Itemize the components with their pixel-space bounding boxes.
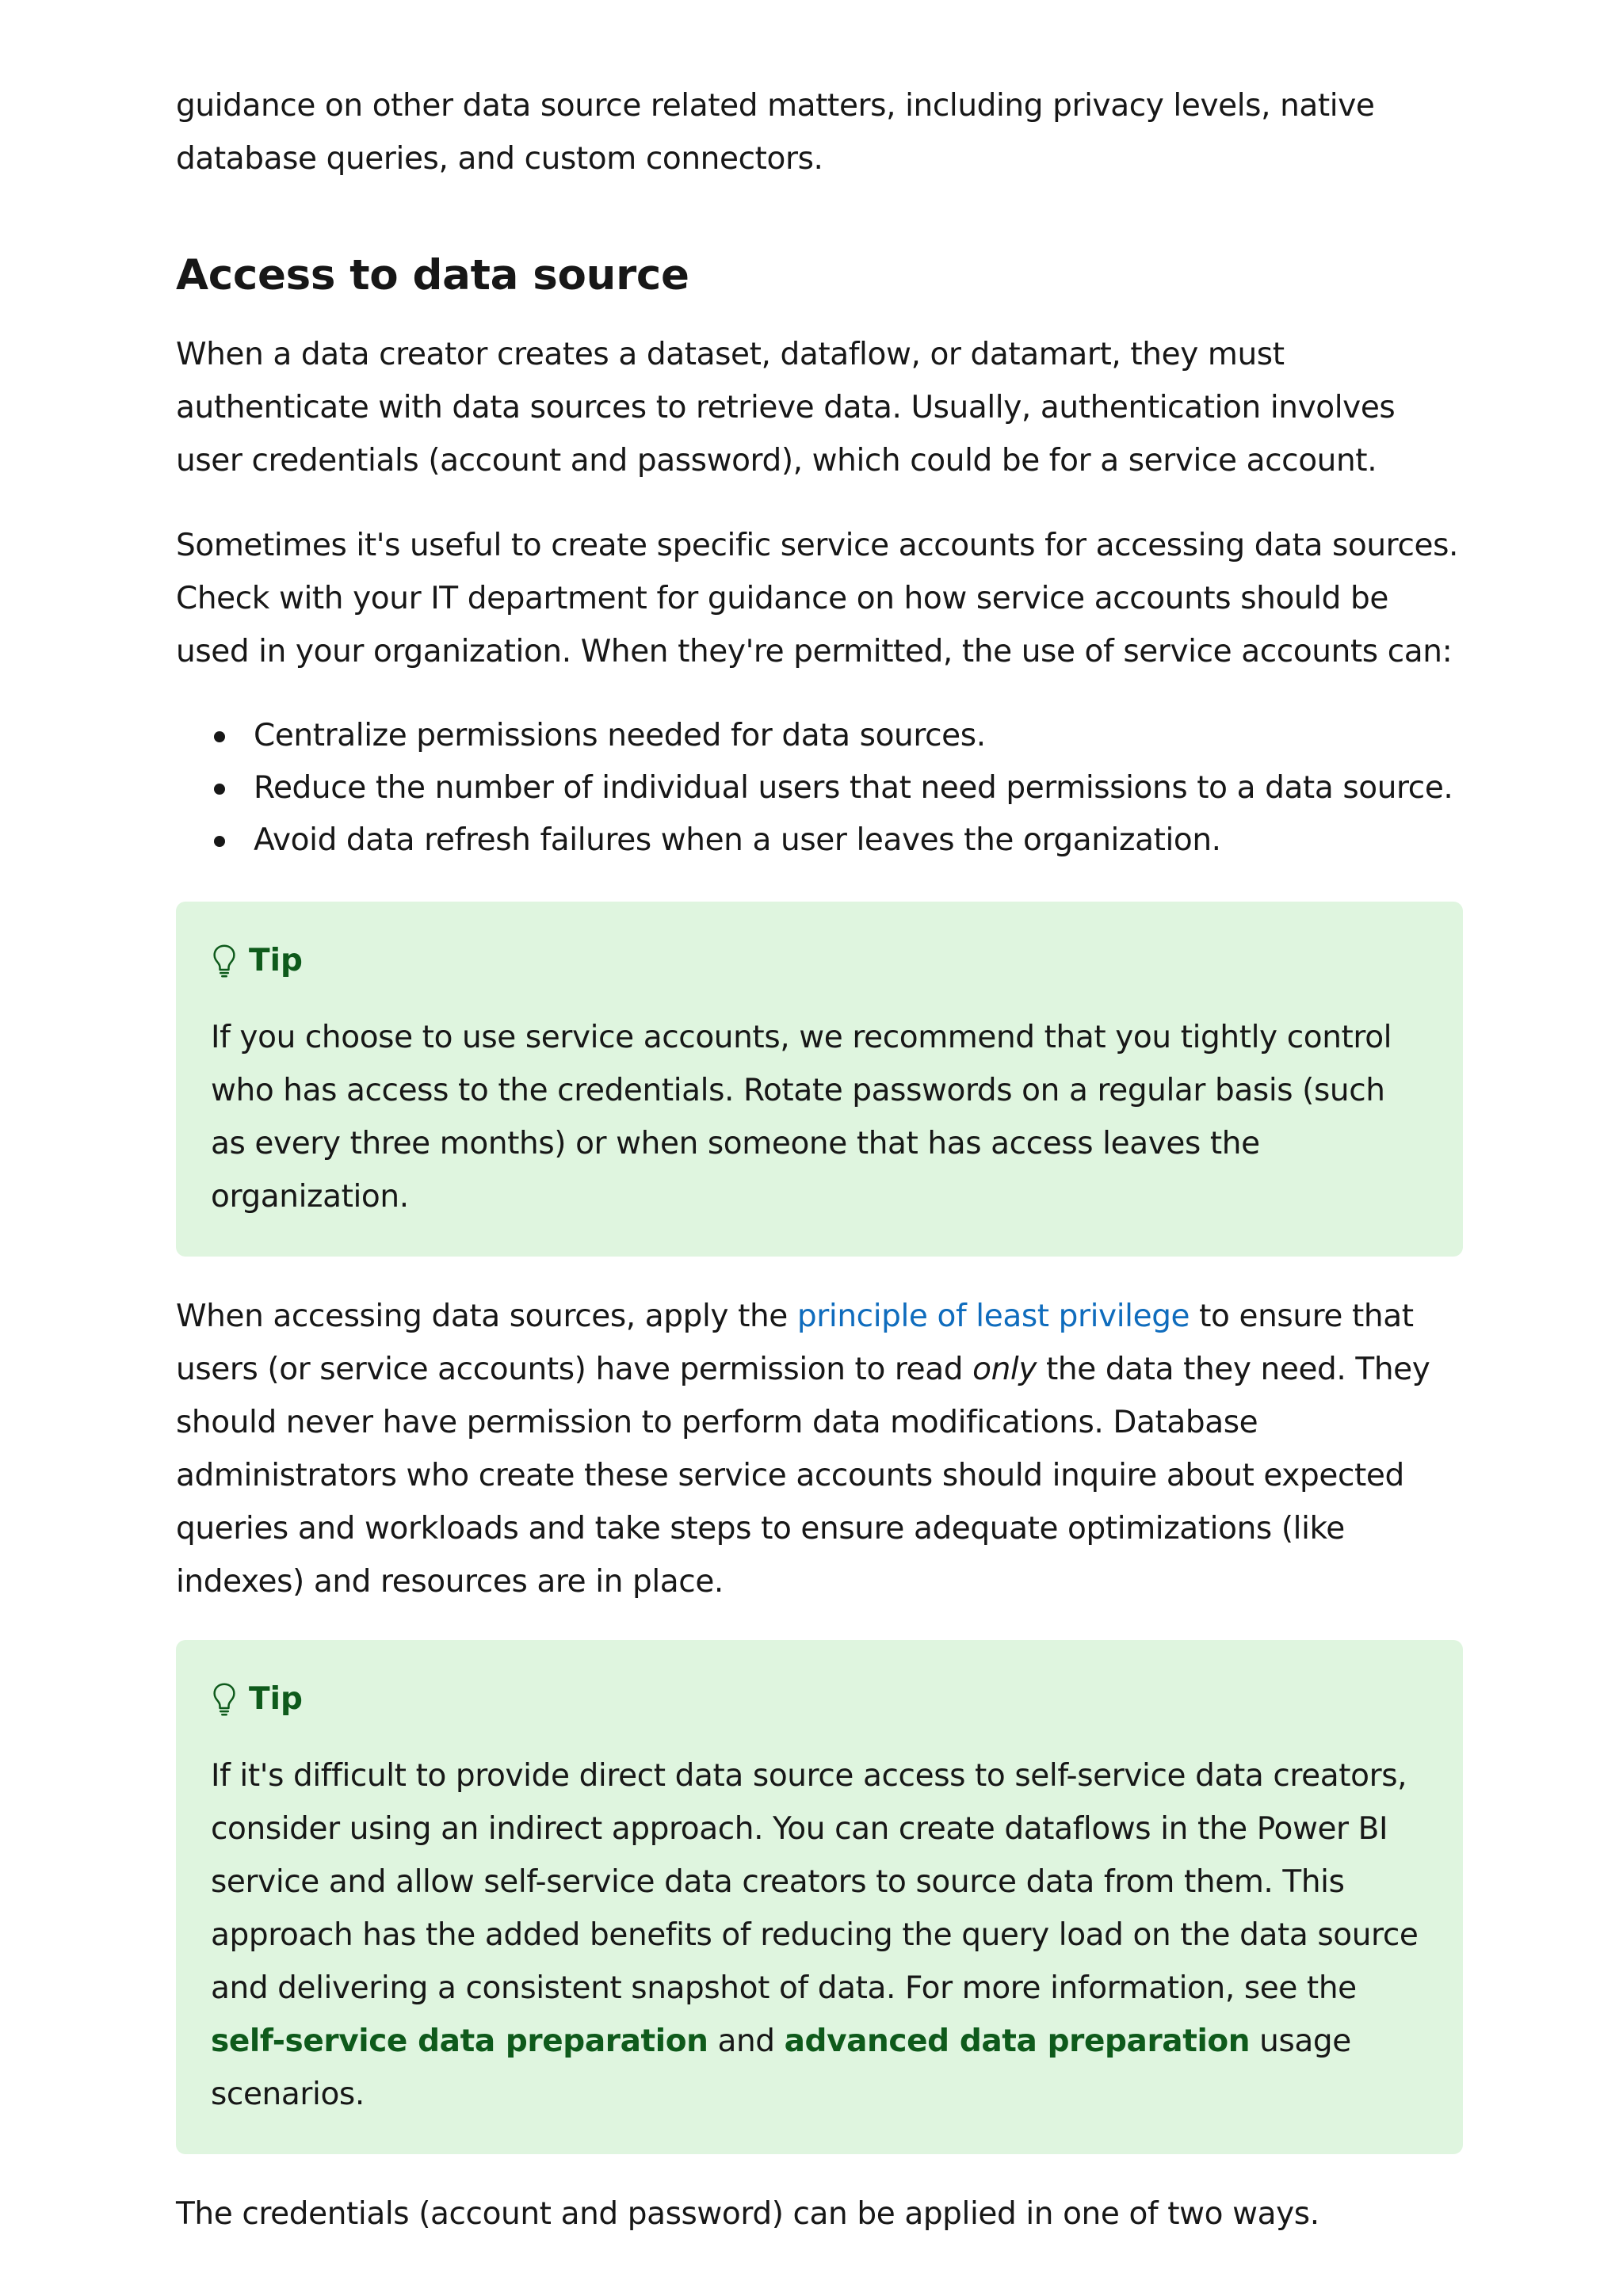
tip-callout-indirect-approach [176, 1640, 1463, 2154]
paragraph-service-accounts: Sometimes it's useful to create specific service accounts for accessing data sources. Check with your IT department for guidance on how service accounts should be used in your organization. When they're permitted, the use of service accounts can: [176, 528, 1458, 669]
lightbulb-icon [211, 944, 238, 978]
tip-label: Tip [249, 1681, 303, 1717]
article-content [176, 79, 1463, 2241]
principle-of-least-privilege-link[interactable]: principle of least privilege [796, 1299, 1190, 1334]
list-item-text: Reduce the number of individual users that need permissions to a data source. [254, 770, 1453, 806]
tip-callout-service-accounts [176, 902, 1463, 1257]
text-segment: usage scenarios. [211, 2023, 1351, 2112]
self-service-data-preparation-link[interactable]: self-service data preparation [211, 2023, 708, 2059]
section-heading: Access to data source [176, 251, 689, 299]
benefits-list [176, 710, 1463, 867]
tip-header [211, 1680, 1428, 1719]
lightbulb-icon [211, 1682, 238, 1717]
paragraph-authentication: When a data creator creates a dataset, dataflow, or datamart, they must authenticate with data sources to retrieve data. Usually, authentication involves user credentials (account and password), which could be for a service account. [176, 337, 1396, 479]
list-item [254, 814, 1463, 867]
intro-paragraph: guidance on other data source related matters, including privacy levels, native database queries, and custom connectors. [176, 88, 1375, 177]
text-segment: and [708, 2023, 785, 2059]
text-segment: If it's difficult to provide direct data source access to self-service data creators, consider using an indirect approach. You can create dataflows in the Power BI service and allow self-service data creators to source data from them. This approach has the added benefits of reducing the query load on the data source and delivering a consistent snapshot of data. For more information, see the [211, 1758, 1419, 2006]
advanced-data-preparation-link[interactable]: advanced data preparation [784, 2023, 1251, 2059]
list-item-text: Avoid data refresh failures when a user leaves the organization. [254, 822, 1221, 858]
bullet-icon [214, 731, 225, 742]
tip-text: If you choose to use service accounts, we recommend that you tightly control who has access to the credentials. Rotate passwords on a regular basis (such as every three months) or when someone that has access leaves the organization. [211, 1020, 1392, 1215]
text-segment: to ensure that users (or service accounts) have permission to read [176, 1299, 1414, 1387]
tip-header [211, 941, 1428, 981]
text-segment: the data they need. They should never have permission to perform data modifications. Database administrators who create these service accounts should inquire about expected queries and workloads and take steps to ensure adequate optimizations (like indexes) and resources are in place. [176, 1352, 1430, 1600]
paragraph-credentials: The credentials (account and password) can be applied in one of two ways. [176, 2196, 1319, 2232]
text-segment: When accessing data sources, apply the [176, 1299, 797, 1334]
bullet-icon [214, 836, 225, 847]
paragraph-least-privilege [176, 1290, 1463, 1608]
emphasis-text: only [972, 1352, 1037, 1387]
tip-label: Tip [249, 943, 303, 978]
list-item [254, 710, 1463, 762]
list-item [254, 762, 1463, 814]
bullet-icon [214, 784, 225, 795]
tip-text [211, 1749, 1428, 2121]
list-item-text: Centralize permissions needed for data sources. [254, 718, 986, 753]
